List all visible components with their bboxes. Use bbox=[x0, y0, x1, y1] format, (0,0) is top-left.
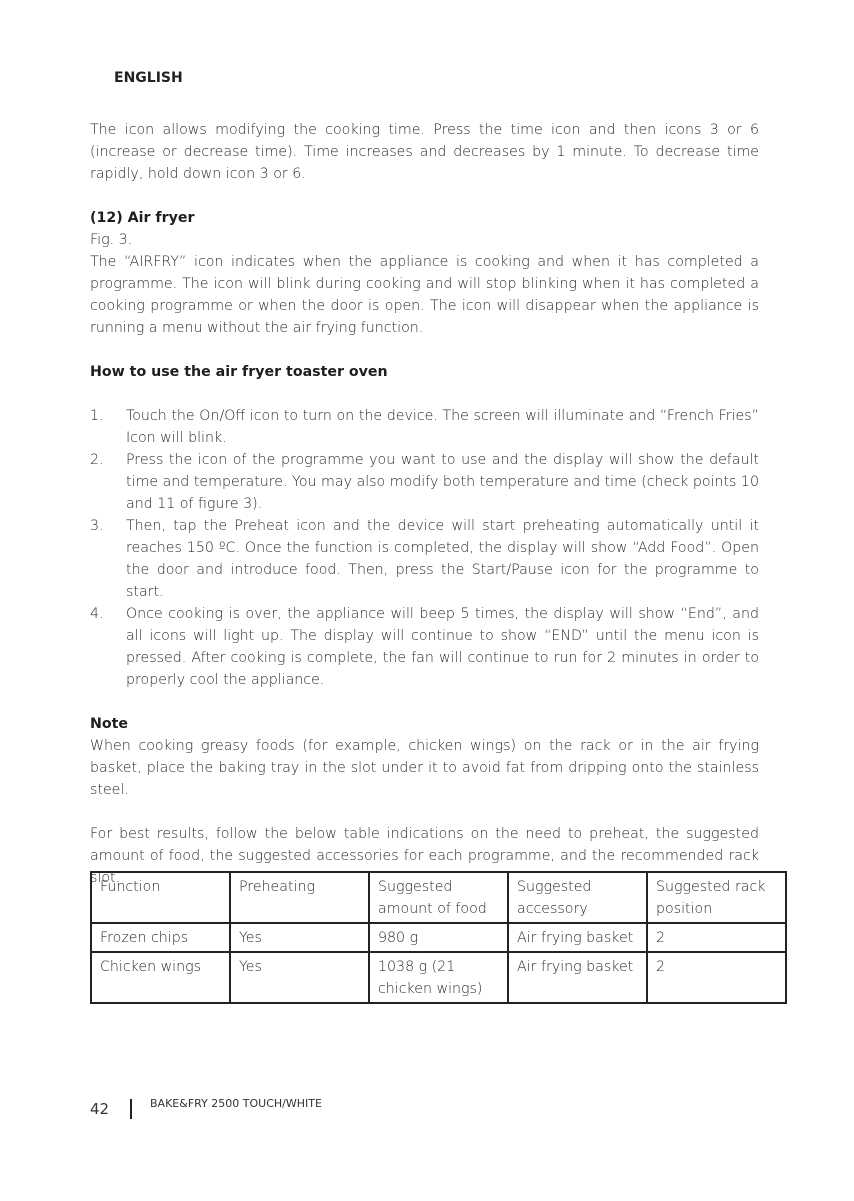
list-item bbox=[90, 603, 759, 691]
settings-table bbox=[90, 871, 787, 1004]
table-cell: 2 bbox=[647, 923, 786, 952]
air-fryer-description: The “AIRFRY” icon indicates when the appliance is cooking and when it has completed a programme. The icon will blink during cooking and will stop blinking when it has completed a cooking programme or when the door is open. The icon will disappear when the appliance is running a menu without the air frying function. bbox=[90, 254, 759, 336]
intro-paragraph: The icon allows modifying the cooking time. Press the time icon and then icons 3 or 6 (increase or decrease time). Time increases and decreases by 1 minute. To decrease time rapidly, hold down icon 3 or 6. bbox=[90, 122, 759, 182]
step-number: 4. bbox=[90, 606, 104, 622]
page-content bbox=[90, 119, 759, 889]
step-text: Then, tap the Preheat icon and the device will start preheating automatically until it reaches 150 ºC. Once the function is completed, the display will show “Add Food”. Open the door and introduce food. Then, press the Start/Pause icon for the programme to start. bbox=[126, 518, 759, 600]
table-cell: 1038 g (21 chicken wings) bbox=[369, 952, 508, 1003]
table-cell: Air frying basket bbox=[508, 952, 647, 1003]
footer-divider bbox=[130, 1099, 132, 1119]
page-number: 42 bbox=[90, 1100, 110, 1118]
table-cell: Yes bbox=[230, 923, 369, 952]
table-header-row bbox=[91, 872, 786, 923]
table-cell: Chicken wings bbox=[91, 952, 230, 1003]
step-number: 3. bbox=[90, 518, 104, 534]
note-text: When cooking greasy foods (for example, chicken wings) on the rack or in the air frying basket, place the baking tray in the slot under it to avoid fat from dripping onto the stainless steel. bbox=[90, 738, 759, 798]
list-item bbox=[90, 449, 759, 515]
table-header-cell: Suggested amount of food bbox=[369, 872, 508, 923]
list-item bbox=[90, 515, 759, 603]
fig-reference: Fig. 3. bbox=[90, 232, 133, 248]
how-to-heading: How to use the air fryer toaster oven bbox=[90, 364, 388, 380]
table-header-cell: Preheating bbox=[230, 872, 369, 923]
language-header: ENGLISH bbox=[114, 70, 183, 86]
step-text: Press the icon of the programme you want to use and the display will show the default time and temperature. You may also modify both temperature and time (check points 10 and 11 of figure 3). bbox=[126, 452, 759, 512]
step-number: 2. bbox=[90, 452, 104, 468]
table-header-cell: Function bbox=[91, 872, 230, 923]
step-text: Touch the On/Off icon to turn on the device. The screen will illuminate and “French Fries” Icon will blink. bbox=[126, 408, 759, 446]
product-name: BAKE&FRY 2500 TOUCH/WHITE bbox=[150, 1097, 322, 1110]
list-item bbox=[90, 405, 759, 449]
step-text: Once cooking is over, the appliance will beep 5 times, the display will show “End”, and all icons will light up. The display will continue to show “END” until the menu icon is pressed. After cooking is complete, the fan will continue to run for 2 minutes in order to properly cool the appliance. bbox=[126, 606, 759, 688]
air-fryer-heading: (12) Air fryer bbox=[90, 210, 195, 226]
step-number: 1. bbox=[90, 408, 104, 424]
table-intro: For best results, follow the below table indications on the need to preheat, the suggested amount of food, the suggested accessories for each programme, and the recommended rack slot. bbox=[90, 826, 759, 886]
table-cell: 980 g bbox=[369, 923, 508, 952]
table-row bbox=[91, 923, 786, 952]
table-header-cell: Suggested rack position bbox=[647, 872, 786, 923]
steps-list bbox=[90, 405, 759, 691]
table-cell: 2 bbox=[647, 952, 786, 1003]
table-cell: Frozen chips bbox=[91, 923, 230, 952]
table-row bbox=[91, 952, 786, 1003]
note-heading: Note bbox=[90, 716, 129, 732]
table-cell: Yes bbox=[230, 952, 369, 1003]
table-cell: Air frying basket bbox=[508, 923, 647, 952]
table-header-cell: Suggested accessory bbox=[508, 872, 647, 923]
